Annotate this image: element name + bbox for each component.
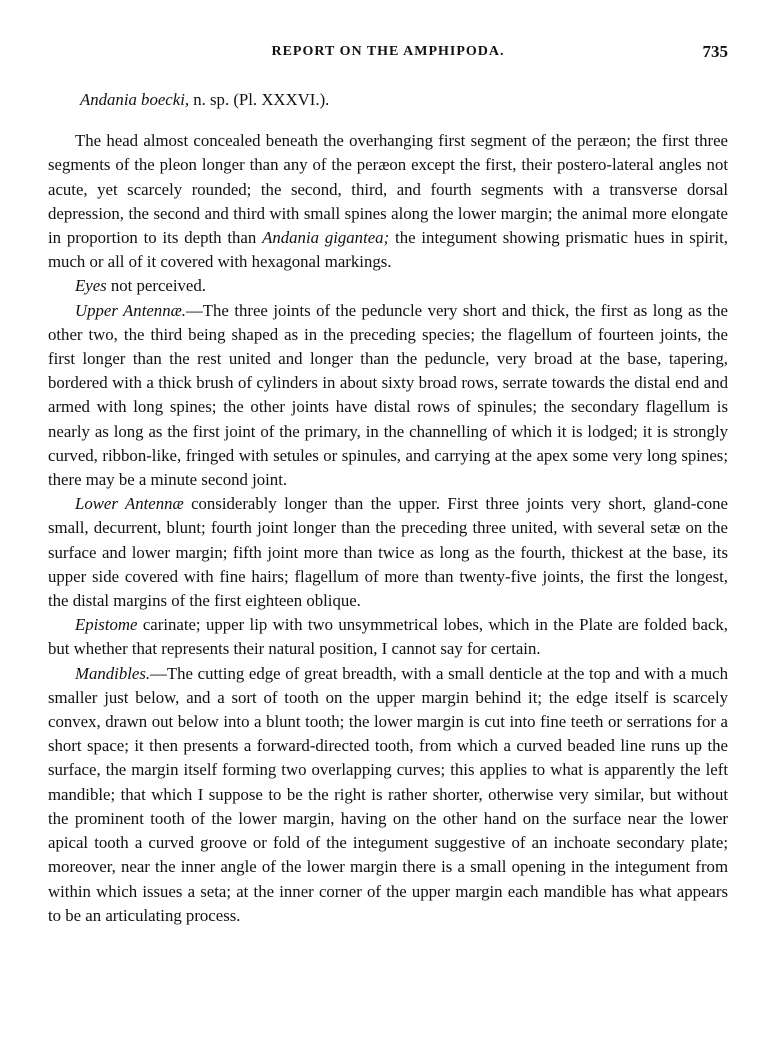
- paragraph-lower-antennae: [48, 492, 728, 613]
- eyes-lead: Eyes: [75, 276, 107, 296]
- species-name: Andania boecki: [80, 90, 185, 109]
- species-heading: [48, 88, 728, 112]
- body-text: [48, 88, 728, 928]
- paragraph-upper-antennae: [48, 299, 728, 493]
- upper-antennae-text: —The three joints of the peduncle very short and thick, the first as long as the other two, the third being shaped as in the preceding species; the flagellum of fourteen joints, the first longer than the rest united and longer than the peduncle, very broad at the base, tapering, bordered with a thick brush of cylinders in about sixty broad rows, serrate towards the distal end and armed with long spines; the other joints have distal rows of spinules; the secondary flagellum is nearly as long as the first joint of the primary, in the channelling of which it is lodged; it is strongly curved, ribbon-like, fringed with setules or spinules, and carrying at the apex some very long spines; there may be a minute second joint.: [48, 300, 729, 490]
- intro-text-a: The head almost concealed beneath the overhanging first segment of the peræon; the first three segments of the pleon longer than any of the peræon except the first, their postero-lateral angles not acute, yet scarcely rounded; the second, third, and fourth segments with a transverse dorsal depression, the second and third with small spines along the lower margin; the animal more elongate in proportion to its depth than: [48, 131, 728, 248]
- paragraph-mandibles: [48, 662, 728, 928]
- lower-antennae-lead: Lower Antennæ: [75, 494, 184, 514]
- upper-antennae-lead: Upper Antennæ.: [75, 300, 186, 320]
- lower-antennae-text: considerably longer than the upper. First three joints very short, gland-cone small, decurrent, blunt; fourth joint longer than the preceding three united, with several setæ on the surface and lower margin; fifth joint more than twice as long as the fourth, thickest at the base, its upper side covered with fine hairs; flagellum of more than twenty-five joints, the first the longest, the distal margins of the first eighteen oblique.: [48, 494, 729, 611]
- page-number: 735: [702, 42, 728, 61]
- epistome-lead: Epistome: [75, 615, 138, 635]
- intro-text-b: the integument showing prismatic hues in spirit, much or all of it covered with hexagonal markings.: [48, 228, 728, 272]
- mandibles-text: —The cutting edge of great breadth, with a small denticle at the top and with a much smaller just below, and a sort of tooth on the upper margin behind it; the edge itself is scarcely convex, drawn out below into a blunt tooth; the lower margin is cut into fine teeth or serrations for a short space; it then presents a forward-directed tooth, from which a curved beaded line runs up the surface, the margin itself forming two overlapping curves; this applies to what is apparently the left mandible; that which I suppose to be the right is rather shorter, otherwise very similar, but without the prominent tooth of the lower margin, having on the other hand on the surface near the lower apical tooth a curved groove or fold of the integument suggestive of an inchoate secondary plate; moreover, near the inner angle of the lower margin there is a small opening in the integument from within which issues a seta; at the inner corner of the upper margin each mandible has what appears to be an articulating process.: [48, 663, 728, 925]
- epistome-text: carinate; upper lip with two unsymmetrical lobes, which in the Plate are folded back, but whether that represents their natural position, I cannot say for certain.: [48, 615, 728, 659]
- paragraph-eyes: [48, 274, 728, 298]
- running-title: REPORT ON THE AMPHIPODA.: [271, 44, 505, 59]
- paragraph-intro: [48, 129, 728, 274]
- species-plate-reference: , n. sp. (Pl. XXXVI.).: [184, 90, 330, 109]
- eyes-text: not perceived.: [106, 276, 206, 296]
- paragraph-epistome: [48, 613, 728, 661]
- running-head: [48, 44, 728, 68]
- intro-italic-species: Andania gigantea;: [262, 228, 390, 248]
- mandibles-lead: Mandibles.: [75, 663, 151, 683]
